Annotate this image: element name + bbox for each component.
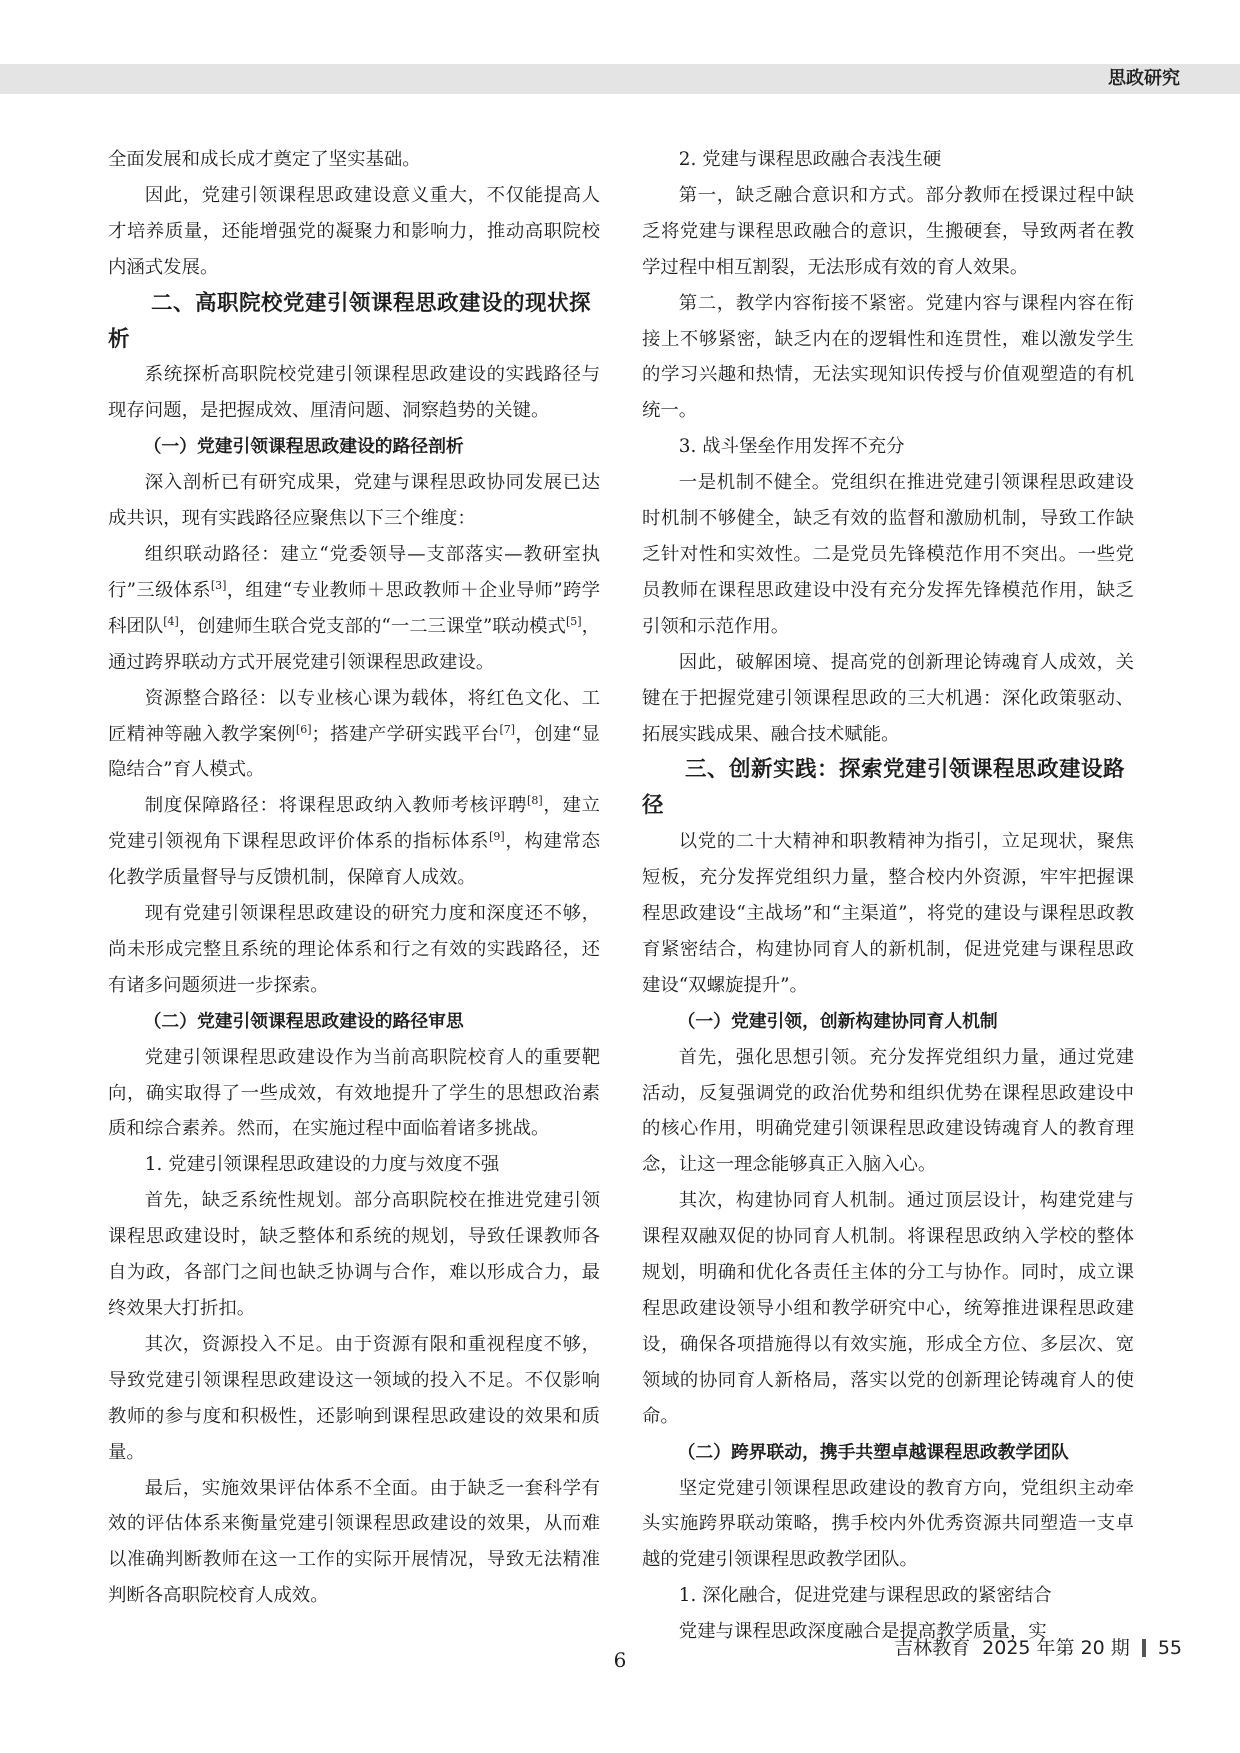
journal-name: 吉林教育 [894,1637,971,1659]
citation: [8] [527,794,543,808]
paragraph: 现有党建引领课程思政建设的研究力度和深度还不够，尚未形成完整且系统的理论体系和行之有效的实践路径，还有诸多问题须进一步探索。 [108,903,600,996]
paragraph: 首先，缺乏系统性规划。部分高职院校在推进党建引领课程思政建设时，缺乏整体和系统的规划，导致任课教师各自为政，各部门之间也缺乏协调与合作，难以形成合力，最终效果大打折扣。 [108,1190,600,1319]
text-run: 组织联动路径：建立“党委领导—支部落实—教研室执行”三级体系 [108,543,600,601]
paragraph: 系统探析高职院校党建引领课程思政建设的实践路径与现存问题，是把握成效、厘清问题、洞察趋势的关键。 [108,364,600,422]
text-run: ，创建“显隐结合”育人模式。 [108,723,600,781]
text-run: 资源整合路径：以专业核心课为载体，将红色文化、工匠精神等融入教学案例 [108,687,600,745]
citation: [3] [210,578,227,592]
citation: [4] [163,614,179,628]
section-tag: 思政研究 [1108,68,1180,89]
section-heading: 二、高职院校党建引领课程思政建设的现状探析 [108,290,592,352]
subsection-heading: （一）党建引领，创新构建协同育人机制 [677,1010,998,1032]
citation: [7] [499,722,516,736]
paragraph: 深入剖析已有研究成果，党建与课程思政协同发展已达成共识，现有实践路径应聚焦以下三个维度： [108,472,600,530]
text-run: ，通过跨界联动方式开展党建引领课程思政建设。 [108,615,600,673]
center-page-number: 6 [613,1648,627,1672]
paragraph: 坚定党建引领课程思政建设的教育方向，党组织主动牵头实施跨界联动策略，携手校内外优秀资源共同塑造一支卓越的党建引领课程思政教学团队。 [642,1477,1134,1571]
paragraph: 其次，构建协同育人机制。通过顶层设计，构建党建与课程双融双促的协同育人机制。将课程思政纳入学校的整体规划，明确和优化各责任主体的分工与协作。同时，成立课程思政建设领导小组和教学研究中心，统筹推进课程思政建设，确保各项措施得以有效实施，形成全方位、多层次、宽领域的协同育人新格局，落实以党的创新理论铸魂育人的使命。 [642,1190,1134,1427]
paragraph: 党建与课程思政深度融合是提高教学质量，实 [678,1621,1047,1643]
paragraph [108,537,600,681]
issue-label: 2025 年第 20 期 [982,1637,1130,1659]
paragraph: 一是机制不健全。党组织在推进党建引领课程思政建设时机制不够健全，缺乏有效的监督和激励机制，导致工作缺乏针对性和实效性。二是党员先锋模范作用不突出。一些党员教师在课程思政建设中没有充分发挥先锋模范作用，缺乏引领和示范作用。 [642,472,1134,637]
header-bar [0,64,1240,94]
paragraph: 第二，教学内容衔接不紧密。党建内容与课程内容在衔接上不够紧密，缺乏内在的逻辑性和连贯性，难以激发学生的学习兴趣和热情，无法实现知识传授与价值观塑造的有机统一。 [642,292,1134,422]
paragraph: 党建引领课程思政建设作为当前高职院校育人的重要靶向，确实取得了一些成效，有效地提升了学生的思想政治素质和综合素养。然而，在实施过程中面临着诸多挑战。 [108,1046,600,1140]
divider [1142,1639,1146,1657]
left-column [108,142,600,1614]
text-run: ，创建师生联合党支部的“一二三课堂”联动模式 [178,615,566,637]
numbered-heading: 1. 深化融合，促进党建与课程思政的紧密结合 [678,1585,1052,1607]
text-run: ；搭建产学研实践平台 [311,723,500,745]
subsection-heading: （二）党建引领课程思政建设的路径审思 [143,1010,464,1032]
subsection-heading: （一）党建引领课程思政建设的路径剖析 [143,436,464,458]
text-run: ，建立党建引领视角下课程思政评价体系的指标体系 [108,795,600,853]
paragraph: 第一，缺乏融合意识和方式。部分教师在授课过程中缺乏将党建与课程思政融合的意识，生搬硬套，导致两者在教学过程中相互割裂，无法形成有效的育人效果。 [642,184,1134,278]
numbered-heading: 3. 战斗堡垒作用发挥不充分 [678,436,905,458]
text-run: ，组建“专业教师＋思政教师＋企业导师”跨学科团队 [108,579,600,637]
paragraph: 首先，强化思想引领。充分发挥党组织力量，通过党建活动，反复强调党的政治优势和组织优势在课程思政建设中的核心作用，明确党建引领课程思政建设铸魂育人的教育理念，让这一理念能够真正入脑入心。 [642,1046,1134,1176]
citation: [5] [565,614,582,628]
paragraph: 因此，破解困境、提高党的创新理论铸魂育人成效，关键在于把握党建引领课程思政的三大机遇：深化政策驱动、拓展实践成果、融合技术赋能。 [642,651,1134,745]
text-run: ，构建常态化教学质量督导与反馈机制，保障育人成效。 [108,831,600,889]
paragraph: 因此，党建引领课程思政建设意义重大，不仅能提高人才培养质量，还能增强党的凝聚力和影响力，推动高职院校内涵式发展。 [108,184,600,278]
section-heading: 三、创新实践：探索党建引领课程思政建设路径 [642,757,1126,819]
paragraph [108,788,600,896]
right-column [642,142,1134,1650]
text-run: 制度保障路径：将课程思政纳入教师考核评聘 [144,795,528,817]
citation: [9] [489,830,505,844]
paragraph: 其次，资源投入不足。由于资源有限和重视程度不够，导致党建引领课程思政建设这一领域的投入不足。不仅影响教师的参与度和积极性，还影响到课程思政建设的效果和质量。 [108,1333,600,1463]
paragraph: 全面发展和成长成才奠定了坚实基础。 [108,149,421,170]
paragraph [108,681,600,789]
numbered-heading: 1. 党建引领课程思政建设的力度与效度不强 [144,1154,500,1176]
paragraph: 最后，实施效果评估体系不全面。由于缺乏一套科学有效的评估体系来衡量党建引领课程思政建设的效果，从而难以准确判断教师在这一工作的实际开展情况，导致无法精准判断各高职院校育人成效。 [108,1477,600,1607]
paragraph: 以党的二十大精神和职教精神为指引，立足现状，聚焦短板，充分发挥党组织力量，整合校内外资源，牢牢把握课程思政建设“主战场”和“主渠道”，将党的建设与课程思政教育紧密结合，构建协同育人的新机制，促进党建与课程思政建设“双螺旋提升”。 [642,831,1134,996]
footer [894,1634,1182,1662]
numbered-heading: 2. 党建与课程思政融合表浅生硬 [678,149,942,170]
citation: [6] [295,722,312,736]
page-number: 55 [1157,1637,1182,1659]
subsection-heading: （二）跨界联动，携手共塑卓越课程思政教学团队 [677,1441,1069,1463]
